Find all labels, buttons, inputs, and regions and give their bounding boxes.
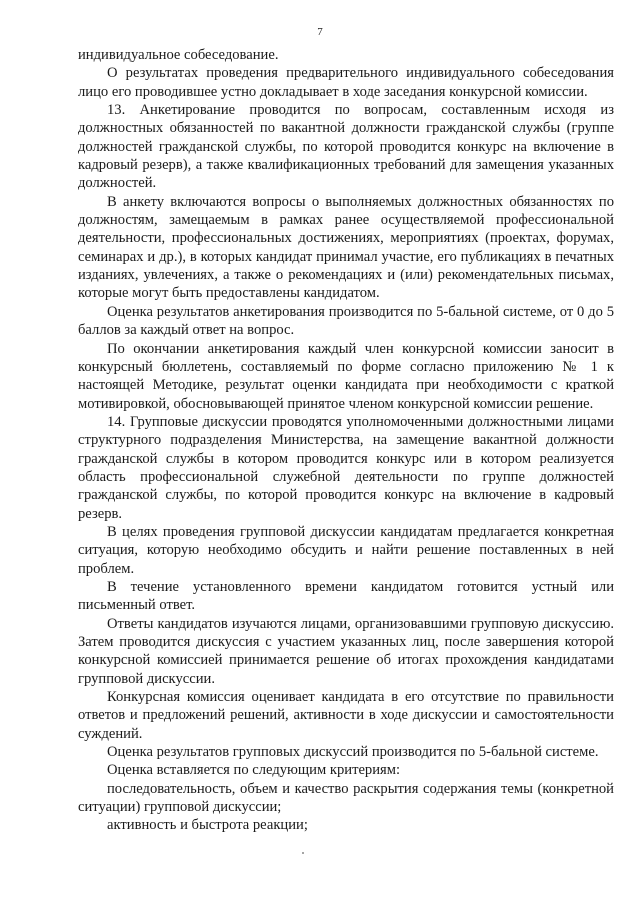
- paragraph-criterion-consistency: последовательность, объем и качество раскрытия содержания темы (конкретной ситуации) групповой дискуссии;: [78, 780, 614, 816]
- paragraph-criterion-activity: активность и быстрота реакции;: [107, 817, 308, 834]
- paragraph-criteria-intro: Оценка вставляется по следующим критериям:: [107, 762, 401, 779]
- paragraph-ballot: По окончании анкетирования каждый член конкурсной комиссии заносит в конкурсный бюллетень, составляемый по форме согласно приложению № 1 к настоящей Методике, результат оценки кандидата при необходимости с краткой мотивировкой, обосновывающей принятое членом конкурсной комиссии решение.: [78, 340, 614, 412]
- paragraph-discussion-situation: В целях проведения групповой дискуссии кандидатам предлагается конкретная ситуация, которую необходимо обсудить и найти решение поставленных в ней проблем.: [78, 523, 614, 577]
- paragraph-interview-results: О результатах проведения предварительного индивидуального собеседования лицо его проводившее устно докладывает в ходе заседания конкурсной комиссии.: [78, 65, 614, 100]
- paragraph-answers-review: Ответы кандидатов изучаются лицами, организовавшими групповую дискуссию. Затем проводится дискуссия с участием указанных лиц, после завершения которой конкурсной комиссией принимается решение об итогах прохождения кандидатами групповой дискуссии.: [78, 615, 614, 687]
- paragraph-answer-preparation: В течение установленного времени кандидатом готовится устный или письменный ответ.: [78, 578, 614, 614]
- page-number: 7: [317, 26, 323, 38]
- paragraph-commission-evaluation: Конкурсная комиссия оценивает кандидата в его отсутствие по правильности ответов и предложений решений, активности в ходе дискуссии и самостоятельности суждений.: [78, 689, 614, 742]
- paragraph-14-group-discussions: 14. Групповые дискуссии проводятся уполномоченными должностными лицами структурного подразделения Министерства, на замещение вакантной должности гражданской службы в котором проводится конкурс или в котором реализуется область профессиональной служебной деятельности по группе должностей гражданской службы, по которой проводится конкурс на включение в кадровый резерв.: [78, 413, 614, 522]
- scan-speck: [302, 852, 304, 854]
- paragraph-discussion-scoring: Оценка результатов групповых дискуссий производится по 5-бальной системе.: [107, 744, 599, 761]
- body-text: [78, 46, 614, 835]
- paragraph-13-questionnaire: 13. Анкетирование проводится по вопросам, составленным исходя из должностных обязанностей по вакантной должности гражданской службы (группе должностей гражданской службы, по которой проводится конкурс на включение в кадровый резерв), а также квалификационных требований для замещения указанных должностей.: [78, 102, 614, 192]
- paragraph-questionnaire-scoring: Оценка результатов анкетирования производится по 5-бальной системе, от 0 до 5 баллов за каждый ответ на вопрос.: [78, 303, 614, 339]
- paragraph-questionnaire-contents: В анкету включаются вопросы о выполняемых должностных обязанностях по должностям, замещаемым в рамках ранее осуществляемой профессиональной деятельности, профессиональных достижениях, мероприятиях (проектах, форумах, семинарах и др.), в которых кандидат принимал участие, его публикациях в печатных изданиях, увлечениях, а также о рекомендациях и (или) рекомендательных письмах, которые могут быть предоставлены кандидатом.: [78, 193, 614, 302]
- paragraph-interview-continuation: индивидуальное собеседование.: [78, 47, 279, 63]
